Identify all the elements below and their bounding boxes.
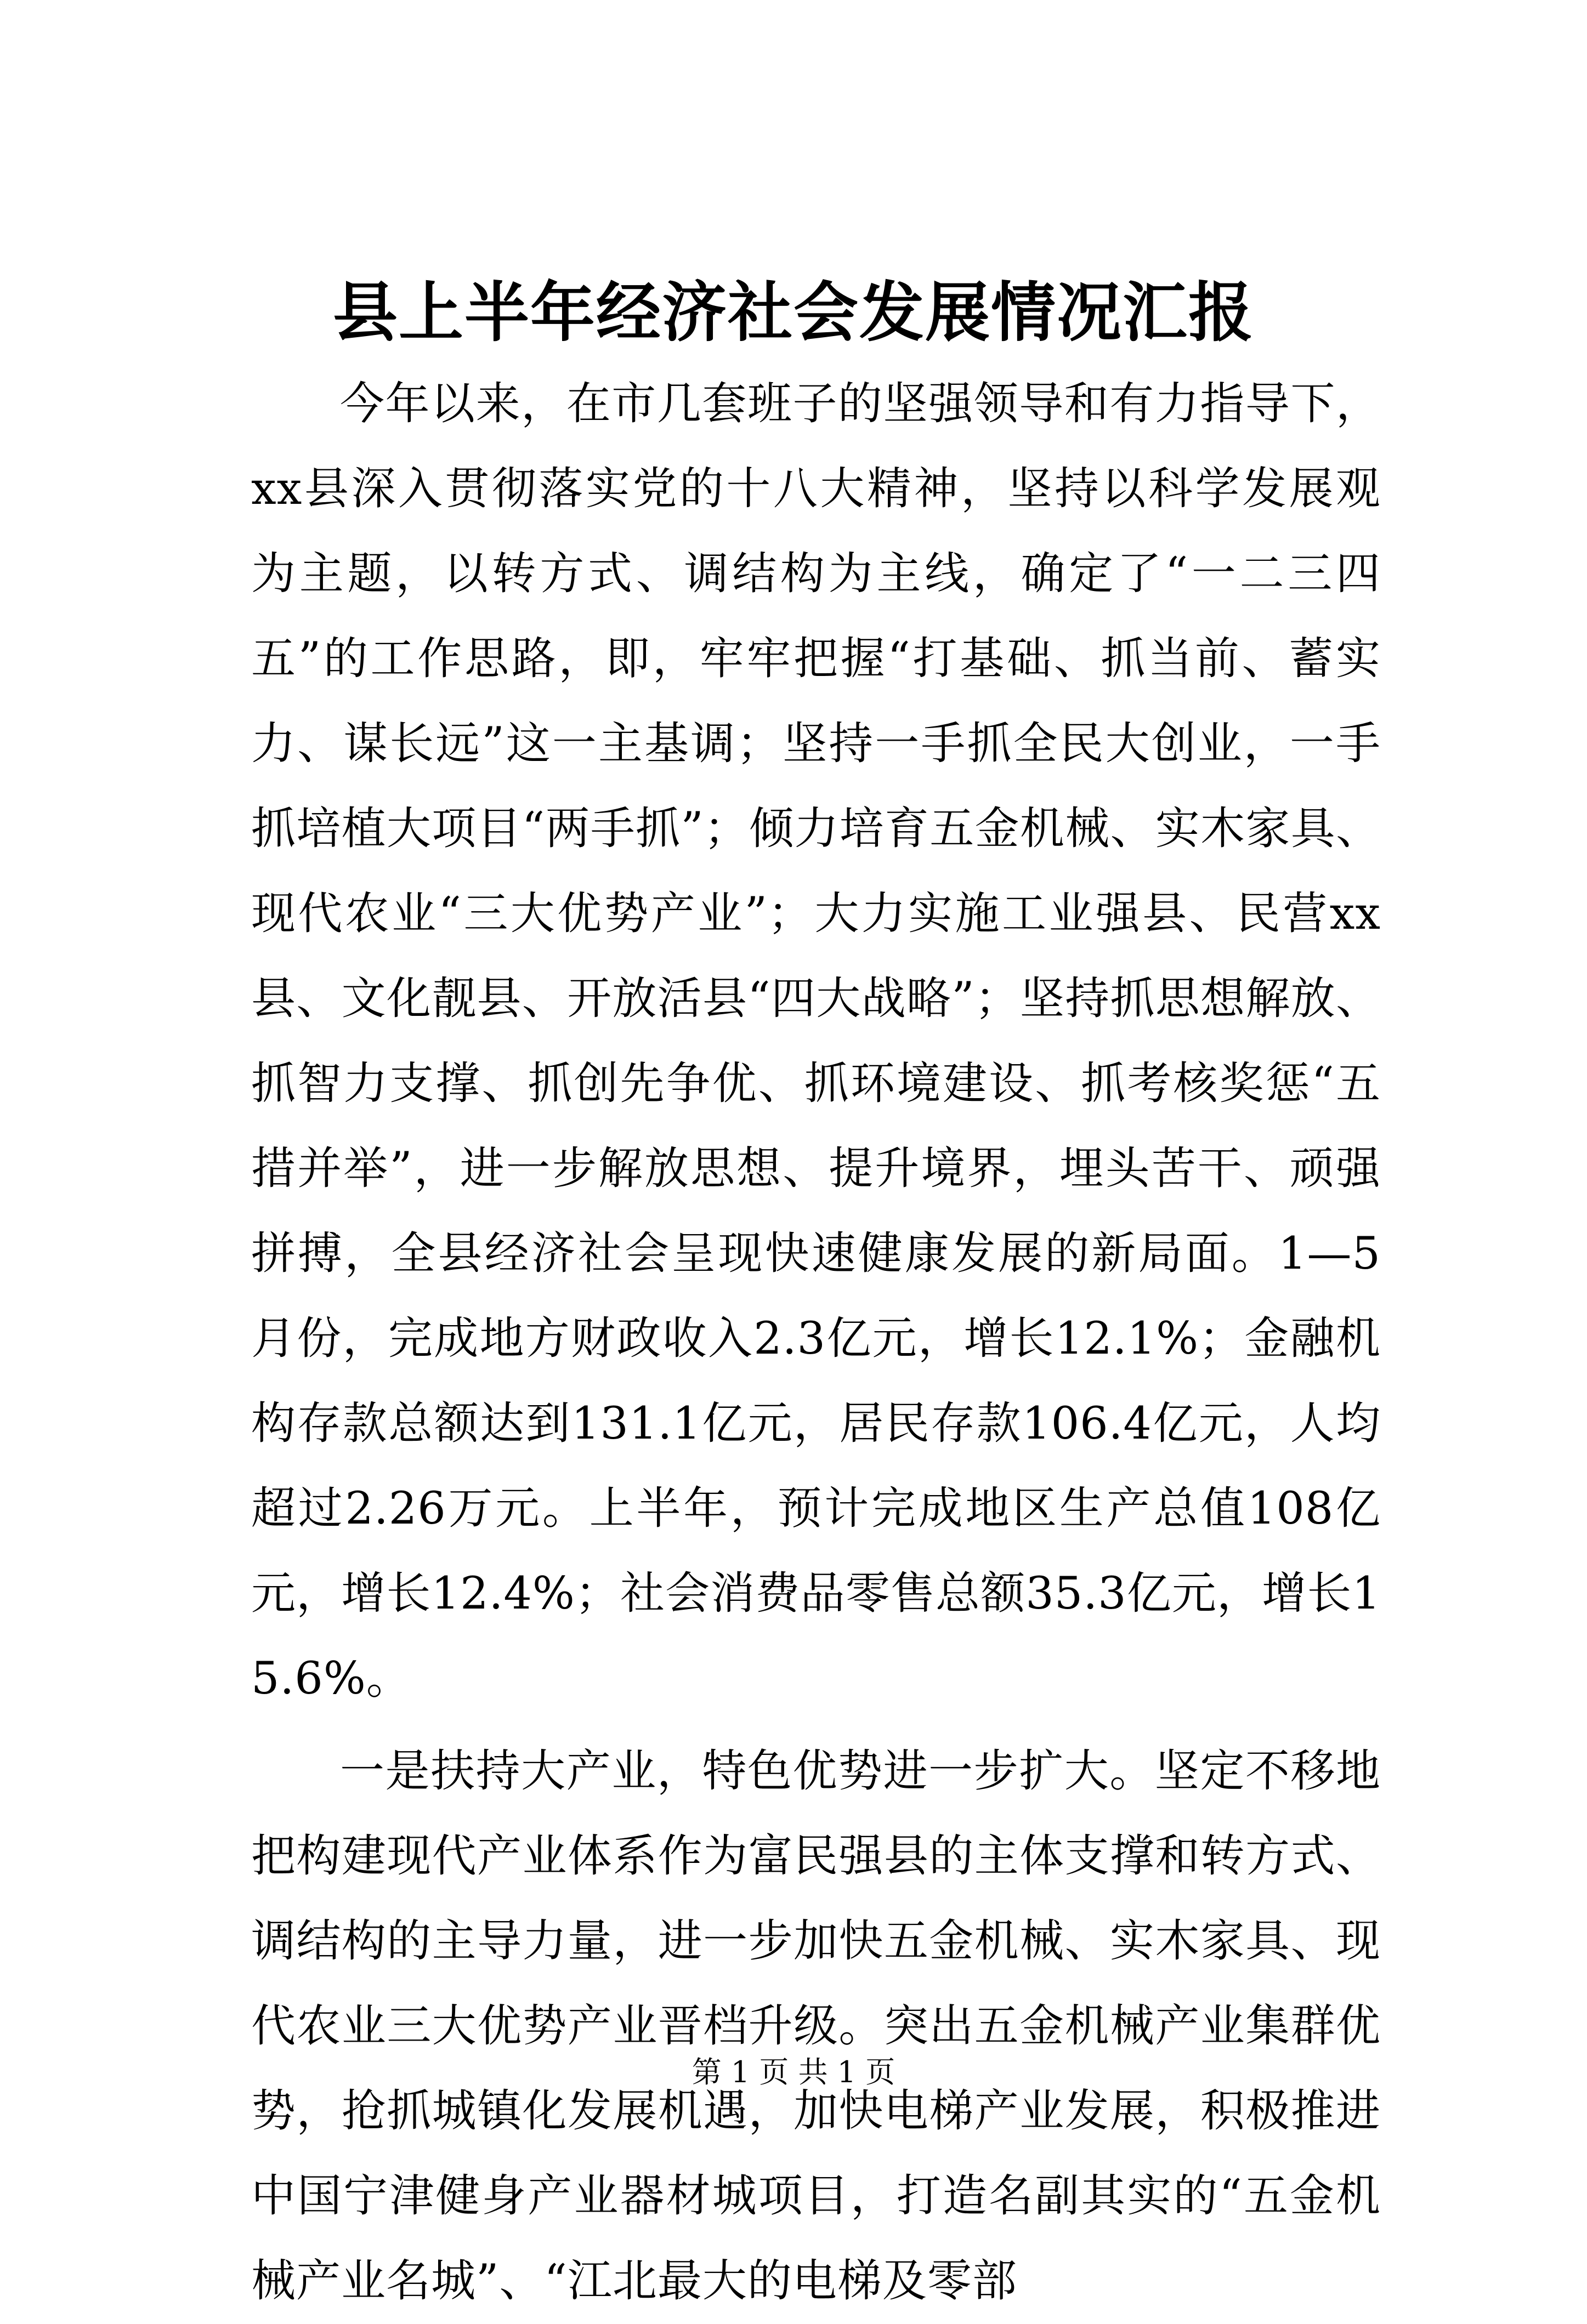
- page-footer: 第 1 页 共 1 页: [692, 2055, 895, 2089]
- paragraph-intro: 今年以来，在市几套班子的坚强领导和有力指导下，xx县深入贯彻落实党的十八大精神，坚持以科学发展观为主题，以转方式、调结构为主线，确定了“一二三四五”的工作思路，即，牢牢把握“打基础、抓当前、蓄实力、谋长远”这一主基调；坚持一手抓全民大创业，一手抓培植大项目“两手抓”；倾力培育五金机械、实木家具、现代农业“三大优势产业”；大力实施工业强县、民营xx县、文化靓县、开放活县“四大战略”；坚持抓思想解放、抓智力支撑、抓创先争优、抓环境建设、抓考核奖惩“五措并举”，进一步解放思想、提升境界，埋头苦干、顽强拼搏，全县经济社会呈现快速健康发展的新局面。1—5月份，完成地方财政收入2.3亿元，增长12.1%；金融机构存款总额达到131.1亿元，居民存款106.4亿元，人均超过2.26万元。上半年，预计完成地区生产总值108亿元，增长12.4%；社会消费品零售总额35.3亿元，增长15.6%。: [251, 378, 1381, 1704]
- paragraph-industry: 一是扶持大产业，特色优势进一步扩大。坚定不移地把构建现代产业体系作为富民强县的主体支撑和转方式、调结构的主导力量，进一步加快五金机械、实木家具、现代农业三大优势产业晋档升级。突出五金机械产业集群优势，抢抓城镇化发展机遇，加快电梯产业发展，积极推进中国宁津健身产业器材城项目，打造名副其实的“五金机械产业名城”、“江北最大的电梯及零部: [251, 1746, 1381, 2307]
- document-body: [251, 362, 1381, 2324]
- document-title: 县上半年经济社会发展情况汇报: [332, 275, 1254, 350]
